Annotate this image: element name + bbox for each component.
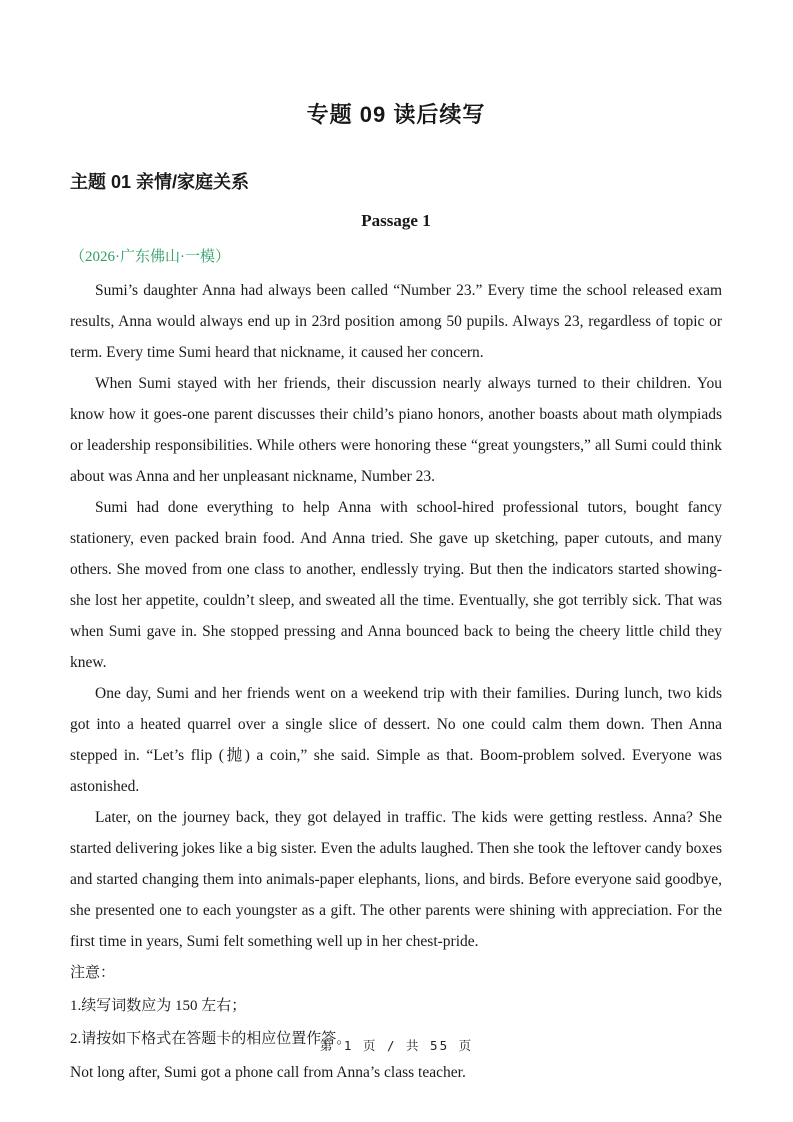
page-title: 专题 09 读后续写 xyxy=(306,102,486,127)
passage-paragraph: Later, on the journey back, they got delayed in traffic. The kids were getting restless. Anna? She started delivering jokes like a big sister. Even the adults laughed. Then she took the leftover candy boxes and started changing them into animals-paper elephants, lions, and birds. Before everyone said goodbye, she presented one to each youngster as a gift. The other parents were shining with appreciation. For the first time in years, Sumi felt something well up in her chest-pride. xyxy=(70,809,722,950)
passage-body xyxy=(70,275,722,957)
note-item-1: 1.续写词数应为 150 左右； xyxy=(70,998,247,1014)
passage-heading: Passage 1 xyxy=(361,211,431,230)
passage-paragraph: Sumi had done everything to help Anna with school-hired professional tutors, bought fancy stationery, even packed brain food. And Anna tried. She gave up sketching, paper cutouts, and many others. She moved from one class to another, endlessly trying. But then the indicators started showing-she lost her appetite, couldn’t sleep, and sweated all the time. Eventually, she got terribly sick. That was when Sumi gave in. She stopped pressing and Anna bounced back to being the cheery little child they knew. xyxy=(70,499,722,671)
citation-source: （2026·广东佛山·一模） xyxy=(70,249,230,265)
passage-paragraph: Sumi’s daughter Anna had always been called “Number 23.” Every time the school released exam results, Anna would always end up in 23rd position among 50 pupils. Always 23, regardless of topic or term. Every time Sumi heard that nickname, it caused her concern. xyxy=(70,282,722,361)
continuation-sentence: Not long after, Sumi got a phone call from Anna’s class teacher. xyxy=(70,1064,466,1081)
passage-paragraph: One day, Sumi and her friends went on a weekend trip with their families. During lunch, two kids got into a heated quarrel over a single slice of dessert. No one could calm them down. Then Anna stepped in. “Let’s flip (抛) a coin,” she said. Simple as that. Boom-problem solved. Everyone was astonished. xyxy=(70,685,722,795)
section-heading: 主题 01 亲情/家庭关系 xyxy=(70,172,250,192)
page-footer: 第 1 页 / 共 55 页 xyxy=(319,1038,474,1053)
notes-label: 注意： xyxy=(70,965,116,981)
passage-paragraph: When Sumi stayed with her friends, their discussion nearly always turned to their children. You know how it goes-one parent discusses their child’s piano honors, another boasts about math olympiads or leadership responsibilities. While others were honoring these “great youngsters,” all Sumi could think about was Anna and her unpleasant nickname, Number 23. xyxy=(70,375,722,485)
note-item-2: 2.请按如下格式在答题卡的相应位置作答。 xyxy=(70,1031,352,1047)
